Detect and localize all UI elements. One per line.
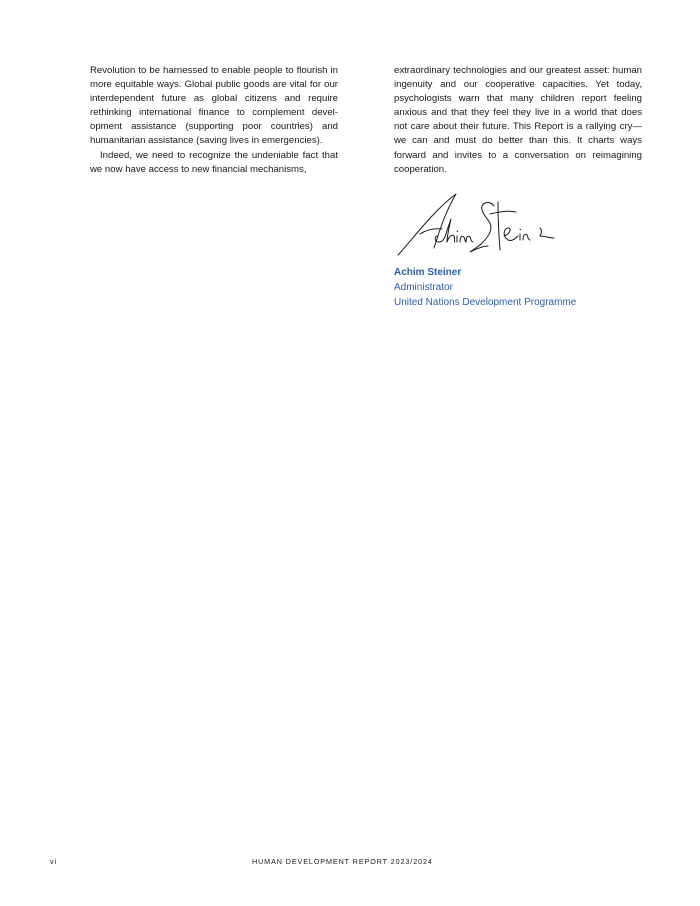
- handwritten-signature: [394, 192, 564, 260]
- signer-name: Achim Steiner: [394, 267, 462, 278]
- signature-block: [394, 265, 576, 310]
- left-paragraph-2: Indeed, we need to recognize the undeniable fact that we now have access to new financial mechanisms,: [90, 149, 338, 175]
- right-paragraph-1: extraordinary technologies and our greatest asset: human ingenuity and our cooperative capacities. Yet today, psychologists warn that many children report feeling anxious and that they feel they live in a world that does not care about their future. This Report is a rallying cry—we can and must do better than this. It charts ways forward and invites to a conversation on reimagining cooperation.: [394, 65, 642, 175]
- page-number: vi: [50, 857, 57, 866]
- signer-title: Administrator: [394, 282, 453, 293]
- left-paragraph-1: Revolution to be harnessed to enable people to flourish in more equitable ways. Global public goods are vital for our interdependent future as global citizens and require rethinking international finance to complement development assistance (supporting poor countries) and humanitarian assistance (saving lives in emergencies).: [90, 65, 338, 147]
- left-text-column: [90, 64, 338, 177]
- signer-organization: United Nations Development Programme: [394, 297, 577, 308]
- running-footer-title: HUMAN DEVELOPMENT REPORT 2023/2024: [252, 857, 433, 866]
- right-text-column: [394, 64, 642, 177]
